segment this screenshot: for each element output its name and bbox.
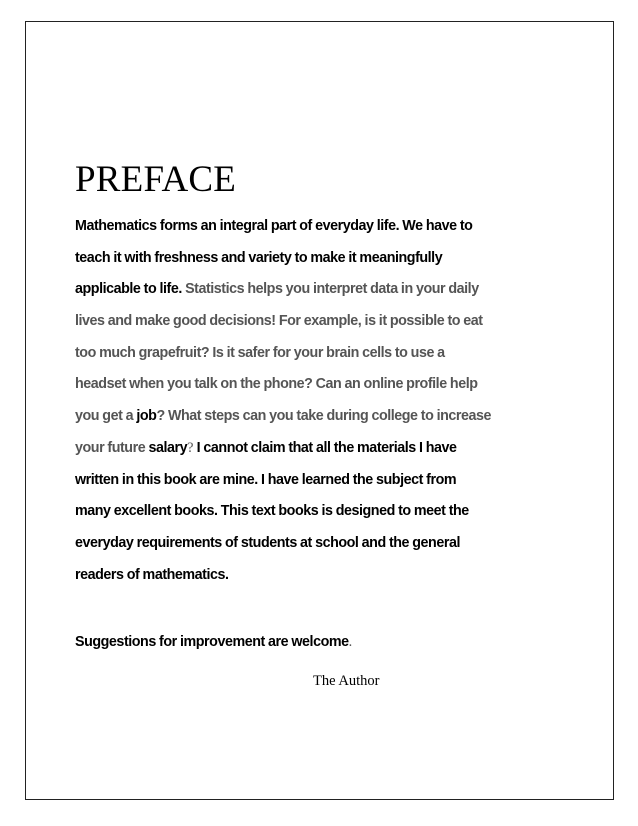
paragraph-line — [75, 533, 595, 565]
page-title: PREFACE — [75, 159, 237, 200]
paragraph-line — [75, 438, 595, 470]
paragraph-text: Statistics helps you interpret data in your daily — [185, 281, 479, 298]
paragraph-text: Mathematics forms an integral part of everyday life. We have to — [75, 218, 473, 234]
paragraph-text: job — [136, 408, 157, 425]
paragraph-line — [75, 248, 595, 280]
paragraph-line — [75, 311, 595, 343]
paragraph-line — [75, 343, 595, 375]
paragraph-text: salary — [148, 439, 188, 456]
paragraph-line — [75, 470, 595, 502]
paragraph-text: your future — [75, 439, 149, 456]
paragraph-text: headset when you talk on the phone? Can an online profile help — [75, 376, 478, 393]
paragraph-text: you get a — [75, 408, 137, 425]
paragraph-line — [75, 216, 595, 248]
paragraph-line — [75, 374, 595, 406]
paragraph-text: ? What steps can you take during college to increase — [156, 408, 492, 425]
author-signature: The Author — [313, 673, 380, 689]
paragraph-text: teach it with freshness and variety to make it meaningfully — [75, 249, 443, 266]
paragraph-line — [75, 565, 595, 597]
paragraph-text: ? — [187, 439, 194, 456]
suggestion-period: . — [348, 634, 353, 650]
paragraph-text: many excellent books. This text books is designed to meet the — [75, 503, 469, 520]
suggestion-text: Suggestions for improvement are welcome — [75, 634, 349, 650]
paragraph-text: written in this book are mine. I have learned the subject from — [75, 471, 457, 488]
paragraph-line — [75, 501, 595, 533]
paragraph-line — [75, 406, 595, 438]
paragraph-text: too much grapefruit? Is it safer for your brain cells to use a — [75, 344, 445, 361]
paragraph-text: I cannot claim that all the materials I have — [193, 439, 457, 456]
paragraph-text: lives and make good decisions! For example, is it possible to eat — [75, 313, 483, 330]
paragraph-text: everyday requirements of students at school and the general — [75, 534, 460, 551]
preface-paragraph — [75, 216, 595, 596]
paragraph-text: applicable to life. — [75, 281, 186, 298]
closing-suggestion — [75, 632, 352, 652]
paragraph-text: readers of mathematics. — [75, 566, 229, 583]
paragraph-line — [75, 279, 595, 311]
